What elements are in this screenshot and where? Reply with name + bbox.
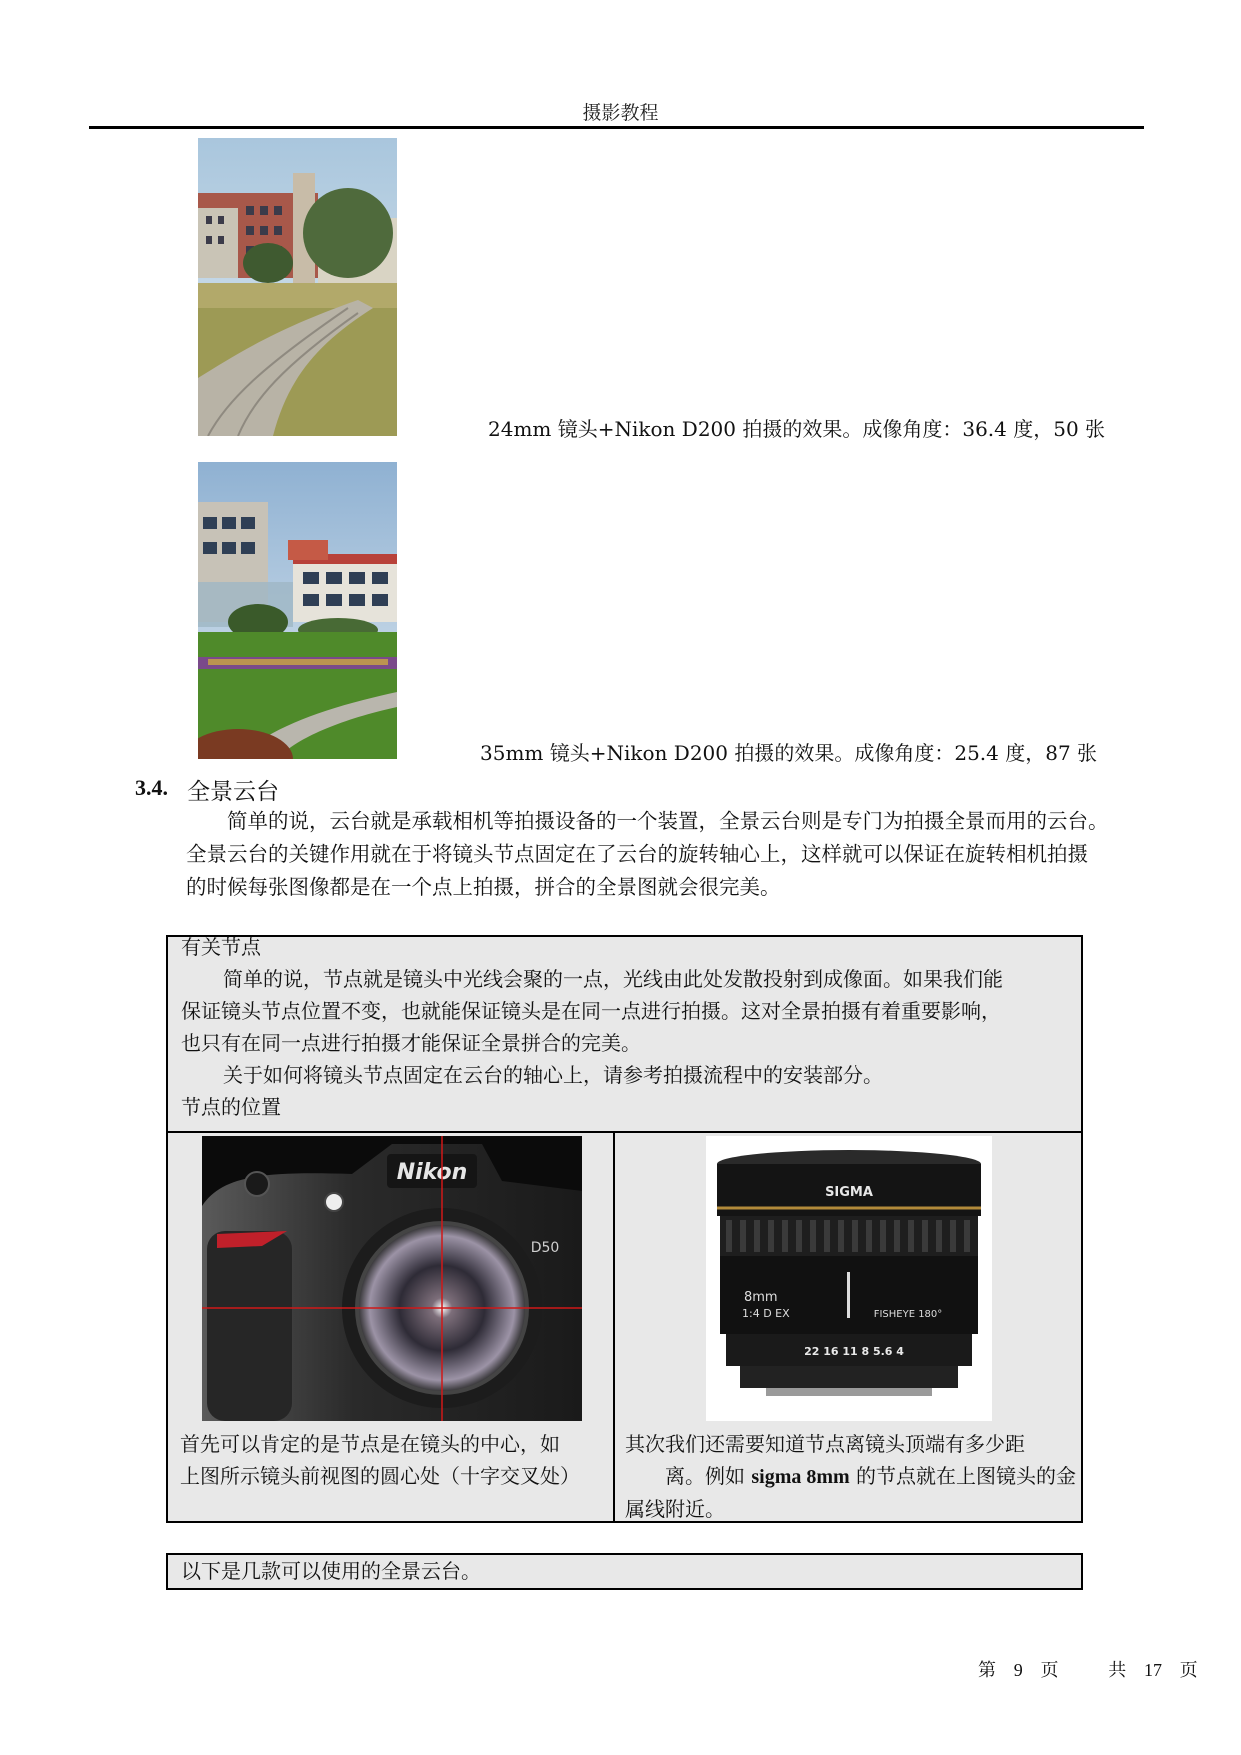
footer-page-number: 9: [1013, 1660, 1023, 1680]
section-paragraph: [186, 805, 1196, 904]
nodal-line: 关于如何将镜头节点固定在云台的轴心上，请参考拍摄流程中的安装部分。: [223, 1063, 883, 1087]
left-cell-caption: [180, 1428, 610, 1492]
box-divider-vertical: [613, 1131, 615, 1521]
footer-page-unit: 页: [1040, 1660, 1059, 1681]
footer-total-number: 17: [1143, 1660, 1162, 1680]
figure-caption: 35mm 镜头+Nikon D200 拍摄的效果。成像角度：25.4 度，87 张: [480, 741, 1098, 765]
caption-text: 的节点就在上图镜头的金: [849, 1464, 1077, 1488]
caption-emphasis: sigma 8mm: [751, 1466, 850, 1488]
nodal-line: 保证镜头节点位置不变，也就能保证镜头是在同一点进行拍摄。这对全景拍摄有着重要影响，: [181, 999, 1001, 1023]
nodal-position-heading: 节点的位置: [181, 1095, 281, 1119]
nodal-text-block: [181, 931, 1071, 1123]
nodal-line: 也只有在同一点进行拍摄才能保证全景拼合的完美。: [181, 1031, 641, 1055]
caption-text: 离。例如: [665, 1464, 752, 1488]
box-divider-horizontal: [168, 1131, 1081, 1133]
section-number: 3.4.: [135, 775, 168, 800]
lens-brand-text: SIGMA: [825, 1185, 873, 1200]
lens-fisheye-text: FISHEYE 180°: [873, 1309, 943, 1320]
campus-lawn-photo: [198, 462, 397, 759]
footer-total-unit: 页: [1179, 1660, 1198, 1681]
right-cell-caption: [625, 1428, 1095, 1525]
caption-line: 首先可以肯定的是节点是在镜头的中心，如: [180, 1432, 560, 1456]
caption-line: 属线附近。: [625, 1497, 725, 1521]
nodal-point-box: [166, 935, 1083, 1523]
page-footer: [978, 1656, 1198, 1682]
paragraph-line: 全景云台的关键作用就在于将镜头节点固定在了云台的旋转轴心上，这样就可以保证在旋转相机拍摄: [186, 842, 1088, 866]
footer-total-label: 共: [1108, 1660, 1127, 1681]
section-title: 全景云台: [187, 779, 279, 805]
lens-aperture-text: 1:4 D EX: [742, 1307, 790, 1320]
camera-model-text: D50: [530, 1240, 560, 1256]
nodal-heading: 有关节点: [181, 935, 261, 959]
gimbal-list-box: [166, 1553, 1083, 1590]
page-header-title: 摄影教程: [582, 102, 659, 124]
camera-brand-text: Nikon: [396, 1160, 468, 1185]
lens-aperture-scale-text: 22 16 11 8 5.6 4: [804, 1345, 904, 1358]
footer-page-label: 第: [978, 1660, 996, 1681]
lens-focal-text: 8mm: [744, 1290, 778, 1305]
caption-line: 上图所示镜头前视图的圆心处（十字交叉处）: [180, 1464, 580, 1488]
header-rule: [89, 126, 1144, 129]
paragraph-line: 简单的说，云台就是承载相机等拍摄设备的一个装置，全景云台则是专门为拍摄全景而用的云台。: [227, 809, 1109, 833]
caption-line: 其次我们还需要知道节点离镜头顶端有多少距: [625, 1432, 1025, 1456]
campus-path-photo: [198, 138, 397, 436]
nodal-line: 简单的说，节点就是镜头中光线会聚的一点，光线由此处发散投射到成像面。如果我们能: [223, 967, 1003, 991]
caption-line: [625, 1460, 1095, 1493]
paragraph-line: 的时候每张图像都是在一个点上拍摄，拼合的全景图就会很完美。: [186, 875, 781, 899]
nikon-camera-photo: [202, 1136, 582, 1421]
sigma-lens-photo: [706, 1136, 992, 1421]
figure-caption: 24mm 镜头+Nikon D200 拍摄的效果。成像角度：36.4 度，50 张: [488, 417, 1106, 441]
gimbal-list-text: 以下是几款可以使用的全景云台。: [181, 1559, 481, 1583]
